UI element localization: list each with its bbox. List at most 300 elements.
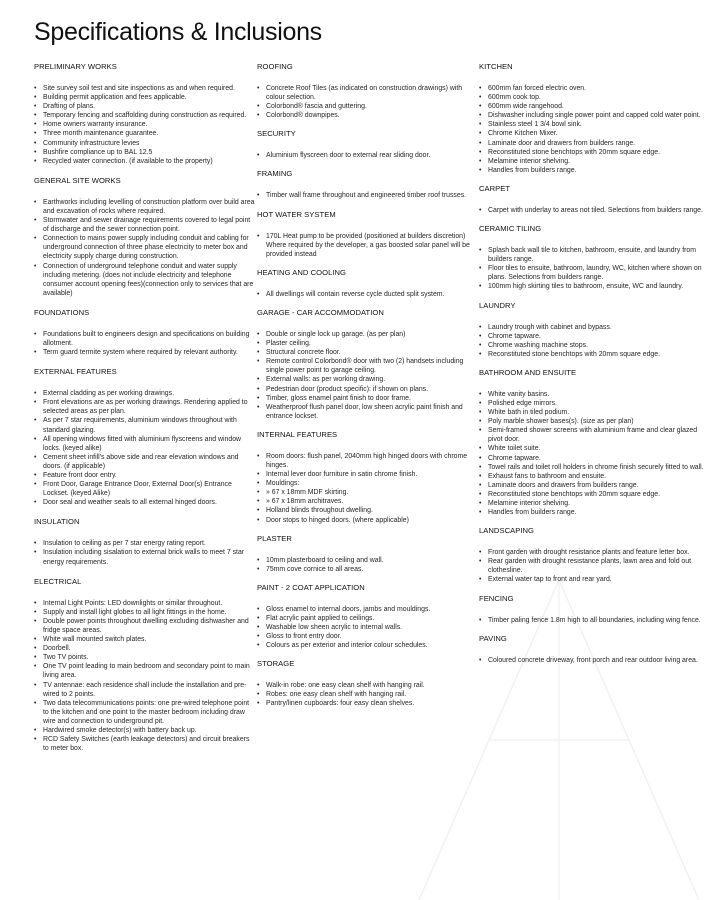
section-heading: FENCING [479, 593, 514, 603]
spec-section [257, 430, 475, 525]
bullet-icon: • [34, 617, 37, 625]
bullet-icon: • [257, 498, 260, 506]
spec-item [479, 93, 711, 102]
spec-item [479, 120, 711, 129]
section-heading: EXTERNAL FEATURES [34, 367, 117, 377]
spec-item [479, 390, 711, 399]
spec-item [257, 330, 475, 339]
spec-item [479, 481, 711, 490]
spec-item-text: Drafting of plans. [43, 103, 96, 111]
bullet-icon: • [34, 390, 37, 398]
spec-item-text: 10mm plasterboard to ceiling and wall. [266, 556, 384, 564]
bullet-icon: • [479, 616, 482, 624]
spec-item-text: White bath in tiled podium. [488, 409, 570, 417]
section-heading: HOT WATER SYSTEM [257, 209, 336, 219]
bullet-icon: • [479, 247, 482, 255]
spec-item-text: Chrome tapware. [488, 454, 541, 462]
section-heading: FRAMING [257, 169, 293, 179]
spec-item [34, 699, 256, 726]
bullet-icon: • [257, 642, 260, 650]
spec-item-text: Front Door, Garage Entrance Door, External Door(s) Entrance Lockset. (keyed Alike) [43, 481, 232, 498]
spec-item [34, 389, 256, 398]
bullet-icon: • [34, 262, 37, 270]
spec-item [34, 120, 256, 129]
spec-item-text: 600mm wide rangehood. [488, 103, 564, 111]
spec-item-text: Site survey soil test and site inspections as and when required. [43, 85, 235, 92]
spec-item [34, 157, 256, 166]
bullet-icon: • [479, 283, 482, 291]
spec-item-text: RCD Safety Switches (earth leakage detectors) and circuit breakers to meter box. [43, 736, 250, 753]
bullet-icon: • [257, 565, 260, 573]
bullet-icon: • [479, 656, 482, 664]
spec-item [479, 399, 711, 408]
spec-item-text: Three month maintenance guarantee. [43, 130, 159, 138]
spec-item [34, 644, 256, 653]
spec-item [257, 605, 475, 614]
bullet-icon: • [34, 599, 37, 607]
spec-item-text: Polished edge mirrors. [488, 399, 557, 407]
spec-item [479, 102, 711, 111]
bullet-icon: • [257, 452, 260, 460]
spec-item-text: Insulation to ceiling as per 7 star energy rating report. [43, 540, 206, 548]
spec-item [257, 191, 475, 200]
spec-item-text: Internal Light Points: LED downlights or similar throughout. [43, 599, 223, 607]
spec-item [34, 330, 256, 348]
bullet-icon: • [34, 130, 37, 138]
spec-item [479, 548, 711, 557]
section-heading: HEATING AND COOLING [257, 267, 346, 277]
spec-item-text: Melamine interior shelving. [488, 500, 570, 507]
section-heading: PRELIMINARY WORKS [34, 62, 117, 71]
spec-list [34, 330, 256, 357]
spec-item [34, 539, 256, 548]
spec-item-text: All opening windows fitted with aluminium flyscreens and window locks. (keyed alike) [43, 435, 242, 452]
spec-section [257, 210, 475, 259]
spec-item [34, 617, 256, 635]
bullet-icon: • [479, 148, 482, 156]
spec-item [257, 479, 475, 488]
spec-item-text: Recycled water connection. (if available to the property) [43, 157, 213, 165]
bullet-icon: • [34, 645, 37, 653]
bullet-icon: • [257, 349, 260, 357]
spec-item-text: Towel rails and toilet roll holders in chrome finish securely fitted to wall. [488, 463, 704, 471]
bullet-icon: • [479, 341, 482, 349]
spec-list [34, 599, 256, 754]
spec-item-text: Insulation including sisalation to external brick walls to meet 7 star energy requirements. [43, 549, 245, 566]
spec-section [479, 594, 711, 625]
spec-item-text: Reconstituted stone benchtops with 20mm square edge. [488, 350, 660, 358]
bullet-icon: • [257, 340, 260, 348]
spec-item [257, 290, 475, 299]
section-heading: CARPET [479, 183, 511, 193]
spec-item [34, 599, 256, 608]
bullet-icon: • [479, 121, 482, 129]
spec-item-text: One TV point leading to main bedroom and secondary point to main living area. [43, 663, 250, 680]
spec-list [479, 390, 711, 517]
spec-item [34, 498, 256, 507]
spec-item-text: Two data telecommunications points: one pre-wired telephone point to the kitchen and one point to the master bedroom including draw wire and connection to underground pit. [43, 699, 250, 725]
bullet-icon: • [34, 435, 37, 443]
spec-item [34, 198, 256, 216]
spec-item [34, 608, 256, 617]
bullet-icon: • [34, 112, 37, 120]
section-heading: PAINT - 2 COAT APPLICATION [257, 582, 365, 592]
spec-item [479, 444, 711, 453]
spec-item [257, 357, 475, 375]
page-title: Specifications & Inclusions [34, 18, 322, 46]
spec-item [479, 332, 711, 341]
section-heading: INTERNAL FEATURES [257, 429, 338, 439]
spec-item-text: Stainless steel 1 3/4 bowl sink. [488, 121, 582, 129]
spec-item-text: White vanity basins. [488, 390, 550, 398]
spec-item-text: External walls: as per working drawing. [266, 376, 386, 384]
spec-item [257, 614, 475, 623]
spec-item-text: Feature front door entry. [43, 472, 117, 479]
spec-item-text: Laminate doors and drawers from builders range. [488, 481, 639, 489]
spec-item [479, 148, 711, 157]
spec-item-text: Gloss to front entry door. [266, 633, 342, 641]
column-middle [257, 62, 475, 709]
spec-section [34, 577, 256, 754]
bullet-icon: • [257, 489, 260, 497]
spec-item [479, 417, 711, 426]
bullet-icon: • [34, 330, 37, 338]
spec-section [34, 367, 256, 507]
spec-item-text: Front elevations are as per working drawings. Rendering applied to selected areas as per plan. [43, 399, 248, 416]
bullet-icon: • [34, 472, 37, 479]
spec-list [257, 151, 475, 160]
spec-item [479, 426, 711, 444]
spec-list [257, 232, 475, 259]
spec-item [479, 111, 711, 120]
spec-item-text: Weatherproof flush panel door, low sheen acrylic paint finish and entrance lockset. [266, 403, 463, 420]
spec-item-text: Rear garden with drought resistance plants, lawn area and fold out clothesline. [488, 558, 692, 575]
spec-item-text: Cement sheet infill's above side and rear elevation windows and doors. (if applicable) [43, 453, 239, 470]
bullet-icon: • [257, 232, 260, 240]
bullet-icon: • [479, 472, 482, 480]
spec-item-text: Flat acrylic paint applied to ceilings. [266, 614, 375, 622]
bullet-icon: • [34, 198, 37, 206]
bullet-icon: • [34, 399, 37, 407]
spec-item-text: Floor tiles to ensuite, bathroom, laundry, WC, kitchen where shown on plans. Selections from builders range. [488, 265, 702, 282]
spec-item-text: Community infrastructure levies [43, 139, 140, 147]
spec-list [479, 246, 711, 291]
spec-item [34, 480, 256, 498]
spec-section [479, 526, 711, 584]
spec-item [34, 548, 256, 566]
section-heading: SECURITY [257, 129, 296, 139]
spec-section [479, 301, 711, 359]
spec-item [479, 350, 711, 359]
section-heading: ELECTRICAL [34, 576, 82, 586]
section-heading: INSULATION [34, 517, 80, 527]
spec-item-text: Building permit application and fees applicable. [43, 94, 187, 102]
spec-item [479, 157, 711, 166]
bullet-icon: • [257, 556, 260, 564]
spec-item-text: Room doors: flush panel, 2040mm high hinged doors with chrome hinges. [266, 452, 468, 469]
spec-item [257, 506, 475, 515]
section-heading: CERAMIC TILING [479, 224, 542, 234]
spec-item [257, 348, 475, 357]
spec-section [257, 62, 475, 120]
spec-item [257, 641, 475, 650]
spec-item [257, 403, 475, 421]
column-left [34, 62, 256, 753]
spec-item-text: Laundry trough with cabinet and bypass. [488, 323, 612, 331]
spec-item-text: Double power points throughout dwelling excluding dishwasher and fridge space areas. [43, 617, 249, 634]
spec-item [257, 452, 475, 470]
spec-item-text: Reconstituted stone benchtops with 20mm square edge. [488, 490, 660, 498]
spec-item-text: Foundations built to engineers design and specifications on building allotment. [43, 330, 250, 347]
bullet-icon: • [257, 85, 260, 92]
spec-item [34, 681, 256, 699]
spec-list [257, 84, 475, 120]
spec-item [34, 435, 256, 453]
spec-item [34, 653, 256, 662]
spec-item-text: Pedestrian door (product specific): if shown on plans. [266, 385, 429, 393]
bullet-icon: • [479, 103, 482, 111]
spec-item [34, 262, 256, 298]
bullet-icon: • [34, 540, 37, 548]
spec-list [257, 191, 475, 200]
spec-item [34, 111, 256, 120]
bullet-icon: • [479, 490, 482, 498]
spec-item [34, 93, 256, 102]
bullet-icon: • [479, 139, 482, 147]
bullet-icon: • [479, 576, 482, 584]
spec-list [34, 389, 256, 507]
bullet-icon: • [257, 103, 260, 111]
spec-item [34, 635, 256, 644]
spec-item [34, 216, 256, 234]
bullet-icon: • [257, 394, 260, 402]
spec-item-text: External water tap to front and rear yard. [488, 576, 612, 584]
spec-item-text: Term guard termite system where required by relevant authority. [43, 349, 238, 357]
spec-item-text: 75mm cove cornice to all areas. [266, 565, 364, 573]
bullet-icon: • [257, 633, 260, 641]
section-heading: PLASTER [257, 533, 292, 543]
spec-item [34, 348, 256, 357]
spec-item [479, 508, 711, 517]
spec-item [479, 454, 711, 463]
spec-section [479, 62, 711, 175]
bullet-icon: • [479, 427, 482, 435]
spec-item-text: Carpet with underlay to areas not tiled. Selections from builders range. [488, 206, 703, 214]
spec-section [257, 308, 475, 421]
spec-item [479, 499, 711, 508]
spec-item-text: White wall mounted switch plates. [43, 636, 147, 644]
bullet-icon: • [479, 85, 482, 92]
spec-item-text: » 67 x 18mm MDF skirting. [266, 489, 349, 497]
spec-item [34, 148, 256, 157]
spec-item [34, 726, 256, 735]
spec-item [257, 394, 475, 403]
bullet-icon: • [257, 691, 260, 699]
spec-section [257, 169, 475, 200]
bullet-icon: • [257, 112, 260, 120]
bullet-icon: • [257, 152, 260, 160]
spec-item-text: Hardwired smoke detector(s) with battery back up. [43, 726, 197, 734]
bullet-icon: • [34, 736, 37, 744]
bullet-icon: • [479, 558, 482, 566]
bullet-icon: • [479, 481, 482, 489]
spec-item-text: Semi-framed shower screens with aluminium frame and clear glazed pivot door. [488, 427, 698, 444]
spec-item [257, 232, 475, 259]
spec-item-text: Double or single lock up garage. (as per plan) [266, 330, 406, 338]
spec-list [257, 605, 475, 650]
bullet-icon: • [479, 94, 482, 102]
spec-item [479, 656, 711, 665]
bullet-icon: • [257, 682, 260, 690]
bullet-icon: • [34, 148, 37, 156]
spec-item [257, 497, 475, 506]
bullet-icon: • [34, 85, 37, 92]
bullet-icon: • [479, 549, 482, 557]
spec-item [257, 699, 475, 708]
bullet-icon: • [479, 323, 482, 331]
spec-section [257, 268, 475, 299]
spec-item [257, 681, 475, 690]
spec-item [257, 111, 475, 120]
spec-list [479, 548, 711, 584]
spec-list [479, 206, 711, 215]
bullet-icon: • [257, 330, 260, 338]
spec-section [479, 184, 711, 215]
bullet-icon: • [257, 192, 260, 200]
bullet-icon: • [257, 624, 260, 631]
spec-item-text: Laminate door and drawers from builders range. [488, 139, 636, 147]
spec-item-text: Reconstituted stone benchtops with 20mm square edge. [488, 148, 660, 156]
spec-item [479, 206, 711, 215]
section-heading: LAUNDRY [479, 300, 516, 310]
spec-item-text: Two TV points. [43, 654, 89, 662]
bullet-icon: • [34, 453, 37, 461]
spec-list [257, 290, 475, 299]
spec-item-text: Timber, gloss enamel paint finish to door frame. [266, 394, 411, 402]
bullet-icon: • [34, 481, 37, 489]
bullet-icon: • [34, 663, 37, 671]
spec-item-text: Poly marble shower bases(s). (size as per plan) [488, 418, 634, 426]
bullet-icon: • [257, 403, 260, 411]
spec-item-text: Exhaust fans to bathroom and ensuite. [488, 472, 606, 480]
spec-item-text: Home owners warranty insurance. [43, 121, 148, 129]
bullet-icon: • [257, 385, 260, 393]
spec-list [34, 84, 256, 166]
spec-item-text: Robes: one easy clean shelf with hanging rail. [266, 691, 407, 699]
spec-item-text: Coloured concrete driveway, front porch and rear outdoor living area. [488, 656, 698, 664]
spec-item [257, 102, 475, 111]
spec-item-text: Colorbond® downpipes. [266, 112, 340, 120]
spec-item [34, 84, 256, 93]
bullet-icon: • [479, 500, 482, 507]
spec-section [257, 659, 475, 708]
spec-list [479, 84, 711, 175]
bullet-icon: • [257, 290, 260, 298]
bullet-icon: • [34, 139, 37, 147]
bullet-icon: • [479, 332, 482, 340]
spec-section [34, 176, 256, 298]
section-heading: LANDSCAPING [479, 526, 534, 536]
bullet-icon: • [34, 726, 37, 734]
section-heading: GARAGE - CAR ACCOMMODATION [257, 307, 384, 317]
spec-item [479, 408, 711, 417]
spec-item [479, 139, 711, 148]
bullet-icon: • [479, 265, 482, 273]
spec-list [257, 556, 475, 574]
spec-item [34, 735, 256, 753]
spec-item [257, 84, 475, 102]
spec-item-text: Bushfire compliance up to BAL 12.5 [43, 148, 153, 156]
spec-list [34, 539, 256, 566]
spec-item-text: Connection of underground telephone conduit and water supply including metering. (does not include electricity and telephone consumer account opening fees)(connection only to services that are available) [43, 262, 254, 297]
spec-item [257, 488, 475, 497]
spec-section [34, 517, 256, 566]
spec-item [479, 557, 711, 575]
bullet-icon: • [34, 681, 37, 689]
column-right [479, 62, 711, 665]
spec-item-text: Plaster ceiling. [266, 340, 311, 348]
spec-list [34, 198, 256, 298]
spec-item-text: All dwellings will contain reverse cycle ducted split system. [266, 290, 445, 298]
bullet-icon: • [34, 235, 37, 243]
bullet-icon: • [257, 614, 260, 622]
spec-section [257, 583, 475, 650]
bullet-icon: • [479, 166, 482, 174]
spec-item-text: 600mm fan forced electric oven. [488, 85, 587, 92]
spec-item [257, 623, 475, 632]
spec-item-text: Colorbond® fascia and guttering. [266, 103, 367, 111]
spec-item-text: External cladding as per working drawings. [43, 390, 174, 398]
bullet-icon: • [479, 409, 482, 417]
spec-item-text: Stormwater and sewer drainage requirements covered to legal point of discharge and the sewer connection point. [43, 217, 251, 234]
spec-item [479, 246, 711, 264]
bullet-icon: • [479, 112, 482, 120]
bullet-icon: • [479, 157, 482, 165]
bullet-icon: • [479, 399, 482, 407]
bullet-icon: • [479, 418, 482, 426]
section-heading: ROOFING [257, 62, 293, 71]
spec-item [479, 282, 711, 291]
spec-item [257, 375, 475, 384]
spec-item-text: Handles from builders range. [488, 509, 577, 517]
spec-item-text: Supply and install light globes to all light fittings in the home. [43, 608, 227, 616]
spec-item-text: Dishwasher including single power point and capped cold water point. [488, 112, 701, 120]
spec-item-text: TV antennae: each residence shall include the installation and pre-wired to 2 points. [43, 681, 247, 698]
spec-item [257, 516, 475, 525]
bullet-icon: • [257, 358, 260, 366]
bullet-icon: • [34, 499, 37, 507]
spec-item-text: 170L Heat pump to be provided (positioned at builders discretion) Where required by the developer, a gas boosted solar panel will be provided instead [266, 232, 470, 258]
spec-list [257, 681, 475, 708]
spec-item-text: Chrome tapware. [488, 332, 541, 340]
bullet-icon: • [34, 349, 37, 357]
bullet-icon: • [34, 699, 37, 707]
bullet-icon: • [479, 130, 482, 138]
section-heading: KITCHEN [479, 62, 513, 71]
bullet-icon: • [257, 516, 260, 524]
spec-list [257, 452, 475, 525]
bullet-icon: • [479, 463, 482, 471]
spec-item-text: Gloss enamel to internal doors, jambs and mouldings. [266, 605, 431, 613]
spec-list [257, 330, 475, 421]
section-heading: GENERAL SITE WORKS [34, 175, 121, 185]
spec-item [479, 490, 711, 499]
spec-item-text: Front garden with drought resistance plants and feature letter box. [488, 549, 690, 557]
spec-item-text: Internal lever door furniture in satin chrome finish. [266, 471, 418, 479]
bullet-icon: • [479, 454, 482, 462]
bullet-icon: • [34, 157, 37, 165]
bullet-icon: • [34, 217, 37, 225]
